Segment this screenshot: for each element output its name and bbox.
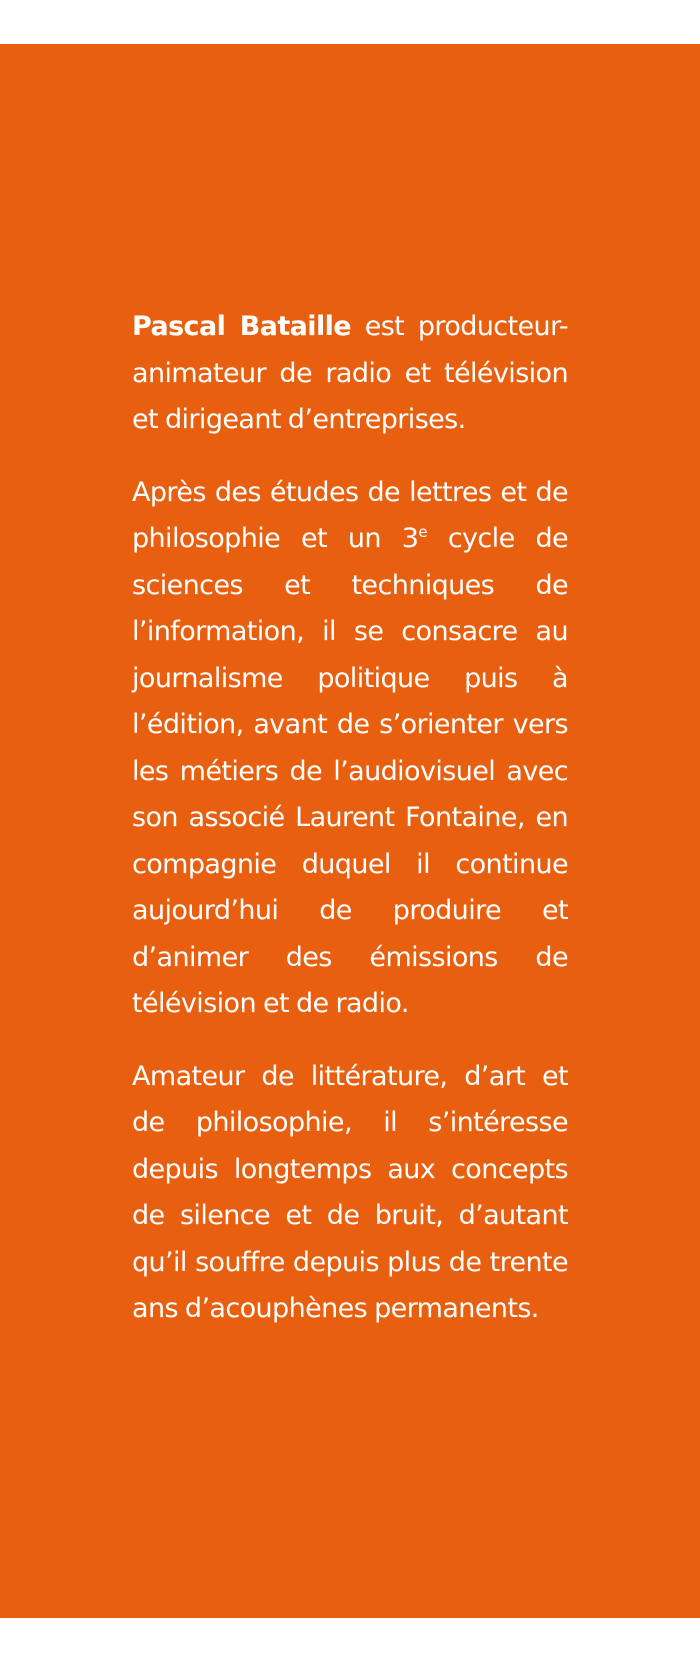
intro-text: est producteur-animateur de radio et télévision et dirigeant d’entreprises. — [132, 311, 568, 435]
bio-paragraph-interests — [132, 1054, 568, 1333]
ordinal-superscript: e — [418, 523, 427, 541]
interests-text: Amateur de littérature, d’art et de philosophie, il s’intéresse depuis longtemps aux concepts de silence et de bruit, d’autant qu’il souffre depuis plus de trente ans d’acouphènes permanents. — [132, 1060, 568, 1324]
career-text-start: Après des études de lettres et de philosophie et un 3 — [132, 476, 568, 554]
author-bio — [132, 304, 568, 1359]
bio-paragraph-career — [132, 470, 568, 1028]
career-text-rest: cycle de sciences et techniques de l’information, il se consacre au journalisme politique puis à l’édition, avant de s’orienter vers les métiers de l’audiovisuel avec son associé Laurent Fontaine, en compagnie duquel il continue aujourd’hui de produire et d’animer des émissions de télévision et de radio. — [132, 523, 569, 1019]
author-name: Pascal Bataille — [132, 311, 351, 342]
bio-paragraph-intro — [132, 304, 568, 444]
